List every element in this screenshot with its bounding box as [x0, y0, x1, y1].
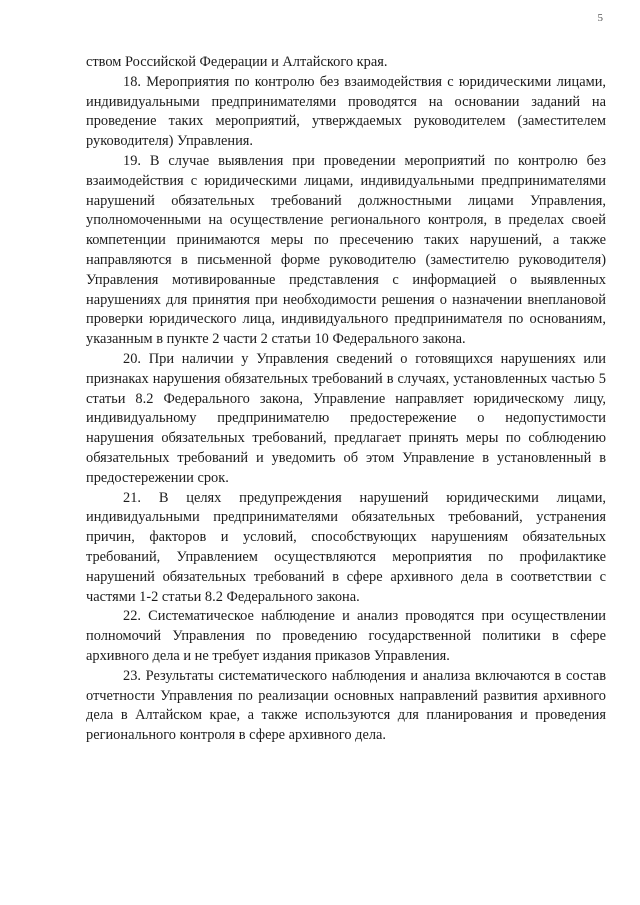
- paragraph-19: 19. В случае выявления при проведении мероприятий по контролю без взаимодействия с юридическими лицами, индивидуальными предпринимателями нарушений обязательных требований должностными лицами Управления, уполномоченными на осуществление регионального контроля, в пределах своей компетенции принимаются меры по пресечению таких нарушений, а также направляются в письменной форме руководителю (заместителю руководителя) Управления мотивированные представления с информацией о выявленных нарушениях для принятия при необходимости решения о назначении внеплановой проверки юридического лица, индивидуального предпринимателя по основаниям, указанным в пункте 2 части 2 статьи 10 Федерального закона.: [86, 152, 606, 348]
- paragraph-21: 21. В целях предупреждения нарушений юридическими лицами, индивидуальными предпринимателями обязательных требований, устранения причин, факторов и условий, способствующих нарушениям обязательных требований, Управлением осуществляются мероприятия по профилактике нарушений обязательных требований в сфере архивного дела в соответствии с частями 1-2 статьи 8.2 Федерального закона.: [86, 489, 606, 605]
- document-body: [86, 53, 606, 746]
- paragraph-continuation: ством Российской Федерации и Алтайского края.: [86, 54, 388, 70]
- paragraph-18: 18. Мероприятия по контролю без взаимодействия с юридическими лицами, индивидуальными предпринимателями проводятся на основании заданий на проведение таких мероприятий, утверждаемых руководителем (заместителем руководителя) Управления.: [86, 73, 606, 150]
- paragraph-22: 22. Систематическое наблюдение и анализ проводятся при осуществлении полномочий Управления по проведению государственной политики в сфере архивного дела и не требует издания приказов Управления.: [86, 608, 606, 664]
- paragraph-20: 20. При наличии у Управления сведений о готовящихся нарушениях или признаках нарушения обязательных требований в случаях, установленных частью 5 статьи 8.2 Федерального закона, Управление направляет юридическому лицу, индивидуальному предпринимателю предостережение о недопустимости нарушения обязательных требований, предлагает принять меры по соблюдению обязательных требований и уведомить об этом Управление в установленный в предостережении срок.: [86, 350, 606, 486]
- page-number: 5: [597, 12, 603, 24]
- paragraph-23: 23. Результаты систематического наблюдения и анализа включаются в состав отчетности Управления по реализации основных направлений развития архивного дела в Алтайском крае, а также используются для планирования и проведения регионального контроля в сфере архивного дела.: [86, 667, 606, 744]
